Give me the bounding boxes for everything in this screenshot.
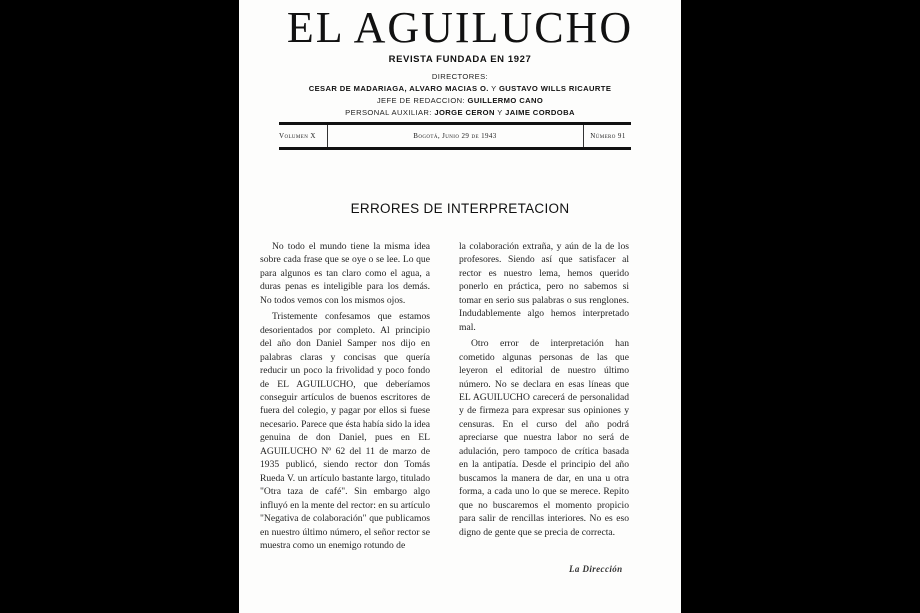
editor-name: GUILLERMO CANO xyxy=(467,96,544,105)
editor-line xyxy=(239,96,681,105)
paragraph: No todo el mundo tiene la misma idea sobre cada frase que se oye o se lee. Lo que para algunos es tan claro como el agua, a duras penas es inteligible para los demás. No todos vemos con los mismos ojos. xyxy=(260,241,430,306)
issue-bar xyxy=(279,122,631,150)
staff-name-1: JORGE CERON xyxy=(434,108,495,117)
staff-line xyxy=(239,108,681,117)
editor-label: JEFE DE REDACCION: xyxy=(376,96,466,105)
masthead-subtitle: REVISTA FUNDADA EN 1927 xyxy=(388,54,532,65)
directors-conjunction: Y xyxy=(491,84,497,93)
staff-conjunction: Y xyxy=(497,108,503,117)
magazine-page xyxy=(239,0,681,613)
staff-name-2: JAIME CORDOBA xyxy=(505,108,575,117)
staff-label: PERSONAL AUXILIAR: xyxy=(345,108,432,117)
article-title: ERRORES DE INTERPRETACION xyxy=(350,201,570,216)
issue-number: Número 91 xyxy=(583,125,632,147)
paragraph: la colaboración extraña, y aún de la de los profesores. Siendo así que satisfacer al rector es nuestro lema, hemos querido ponerlo en práctica, pero no sabemos si tomar en serio sus palabras o sus renglones. Indudablemente algo hemos interpretado mal. xyxy=(459,241,629,333)
masthead-title: EL AGUILUCHO xyxy=(286,3,634,52)
article-signature: La Dirección xyxy=(569,564,623,574)
article-column-right xyxy=(459,240,629,539)
place-date: Bogotá, Junio 29 de 1943 xyxy=(413,132,497,140)
directors-names: CESAR DE MADARIAGA, ALVARO MACIAS O. xyxy=(308,84,489,93)
volume-label: Volumen X xyxy=(279,125,328,147)
directors-names-2: GUSTAVO WILLS RICAURTE xyxy=(498,84,612,93)
paragraph: Tristemente confesamos que estamos desorientados por completo. Al principio del año don Daniel Samper nos dijo en palabras claras y concisas que quería reducir un poco la frivolidad y poco fondo de EL AGUILUCHO, que deberíamos conseguir artículos de buenos escritores de fuera del colegio, y pagar por ellos si fuese necesario. Parece que ésta había sido la idea genuina de don Daniel, pues en EL AGUILUCHO Nº 62 del 11 de marzo de 1935 publicó, siendo rector don Tomás Rueda V. un artículo bastante largo, titulado "Otra taza de café". Sin embargo algo influyó en la mente del rector: en su artículo "Negativa de colaboración" que publicamos en nuestro último número, el señor rector se muestra como un enemigo rotundo de xyxy=(260,311,430,551)
directors-label: DIRECTORES: xyxy=(431,72,489,81)
article-column-left xyxy=(260,240,430,552)
paragraph: Otro error de interpretación han cometido algunas personas de las que leyeron el editorial de nuestro último número. No se declara en esas líneas que EL AGUILUCHO carecerá de personalidad y de firmeza para expresar sus opiniones y censuras. En el curso del año podrá apreciarse que nuestra labor no será de adulación, pero tampoco de crítica basada en la antipatía. Desde el principio del año buscamos la manera de dar, en una u otra forma, a cada uno lo que se merece. Repito que no buscaremos el momento propicio para salir de rencillas interiores. No es eso digno de gente que se precia de correcta. xyxy=(459,338,629,538)
directors-line xyxy=(239,84,681,93)
